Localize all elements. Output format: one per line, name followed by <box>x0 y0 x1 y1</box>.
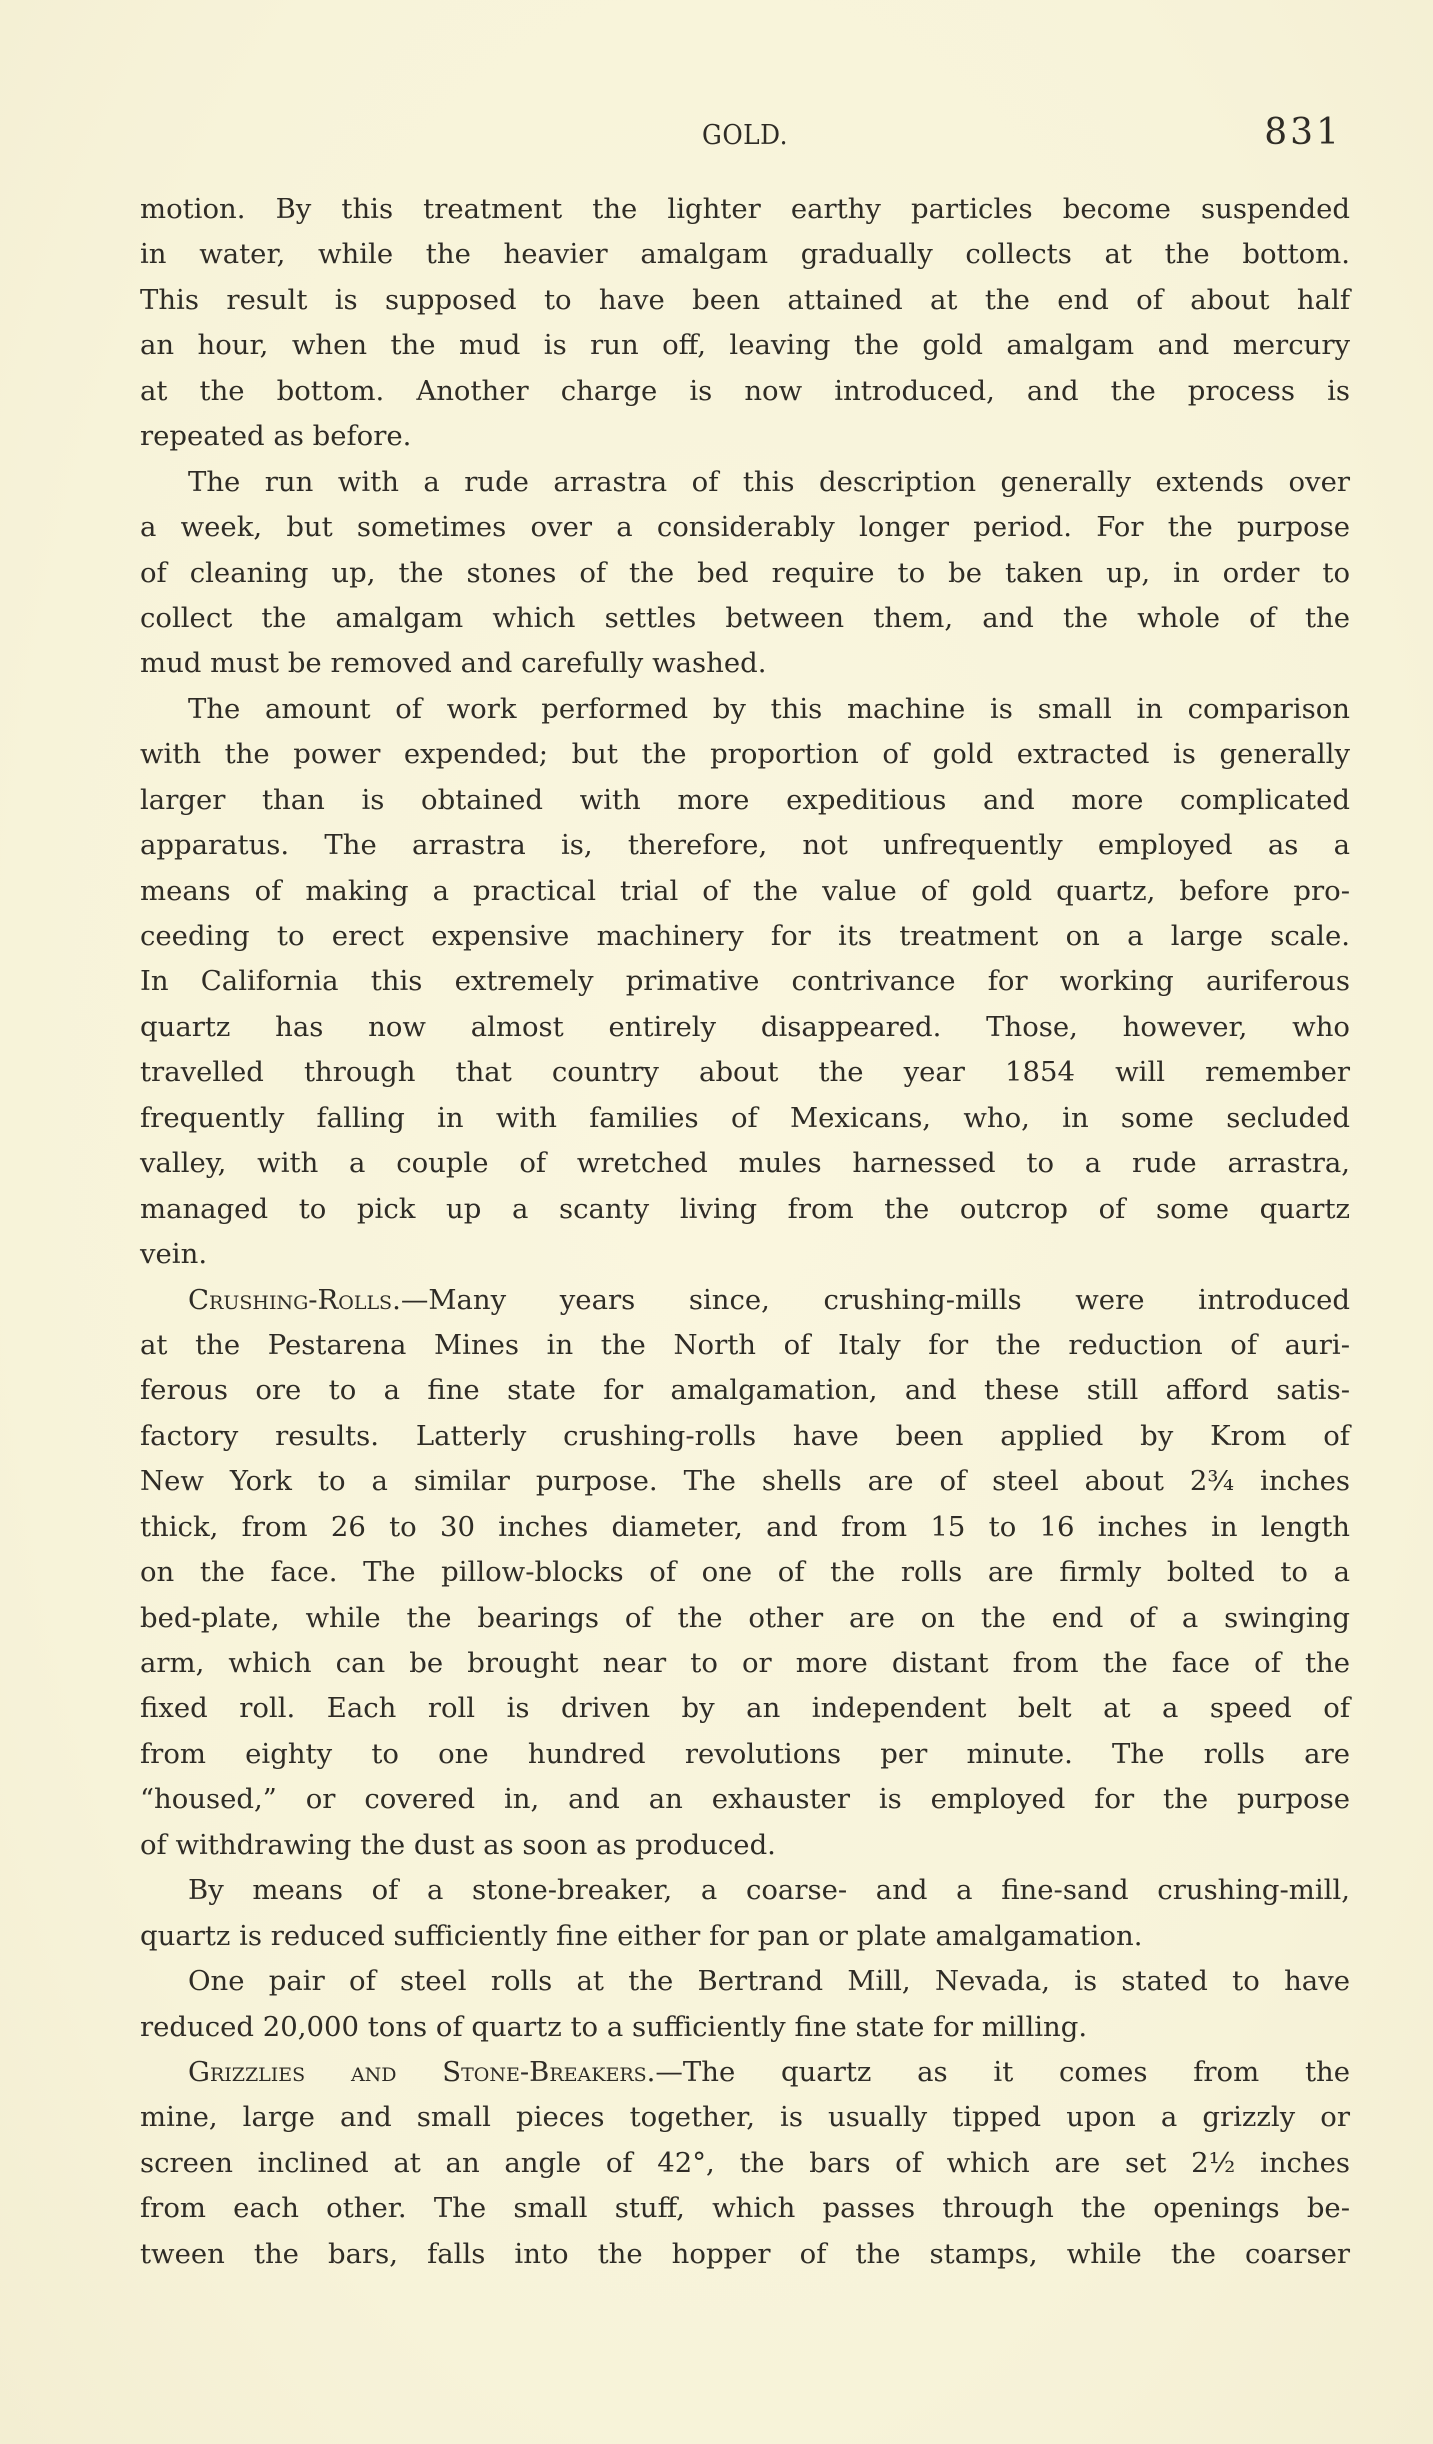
text-line: repeated as before. <box>140 420 412 453</box>
text-line: of withdrawing the dust as soon as produced. <box>140 1828 776 1861</box>
text-line: mud must be removed and carefully washed. <box>140 647 767 680</box>
text-line: bed-plate, while the bearings of the other are on the end of a swinging <box>140 1601 1350 1634</box>
text-line: motion. By this treatment the lighter earthy particles become suspended <box>140 193 1350 225</box>
text-line: managed to pick up a scanty living from the outcrop of some quartz <box>140 1192 1350 1225</box>
text-line: The run with a rude arrastra of this description generally extends over <box>188 465 1350 498</box>
text-line: fixed roll. Each roll is driven by an independent belt at a speed of <box>140 1692 1350 1725</box>
running-head <box>140 112 1350 162</box>
page-number: 831 <box>1264 112 1342 153</box>
text-line: at the bottom. Another charge is now introduced, and the process is <box>140 374 1350 407</box>
text-line: from each other. The small stuff, which passes through the openings be- <box>140 2192 1350 2225</box>
text-line: quartz is reduced sufficiently fine either for pan or plate amalgamation. <box>140 1919 1143 1952</box>
text-line: ceeding to erect expensive machinery for its treatment on a large scale. <box>140 920 1350 952</box>
section-heading: Grizzlies and Stone-Breakers. <box>188 2055 656 2088</box>
text-line: travelled through that country about the year 1854 will remember <box>140 1056 1350 1089</box>
text-line: on the face. The pillow-blocks of one of the rolls are firmly bolted to a <box>140 1556 1350 1589</box>
text-line: apparatus. The arrastra is, therefore, not unfrequently employed as a <box>140 829 1350 862</box>
text-line: valley, with a couple of wretched mules harnessed to a rude arrastra, <box>140 1147 1350 1180</box>
text-line: vein. <box>140 1238 208 1271</box>
line-text: —The quartz as it comes from the <box>655 2055 1350 2088</box>
body-text <box>140 187 1350 2277</box>
text-line: in water, while the heavier amalgam gradually collects at the bottom. <box>140 238 1350 271</box>
text-line: a week, but sometimes over a considerably longer period. For the purpose <box>140 511 1350 544</box>
text-line: arm, which can be brought near to or more distant from the face of the <box>140 1647 1350 1679</box>
text-line: New York to a similar purpose. The shells are of steel about 2¾ inches <box>140 1465 1350 1498</box>
line-text: —Many years since, crushing-mills were introduced <box>400 1283 1350 1316</box>
text-line: an hour, when the mud is run off, leaving the gold amalgam and mercury <box>140 329 1350 362</box>
text-line: from eighty to one hundred revolutions per minute. The rolls are <box>140 1737 1350 1770</box>
text-line: with the power expended; but the proportion of gold extracted is generally <box>140 738 1350 771</box>
section-heading: Crushing-Rolls. <box>188 1283 401 1316</box>
text-line: By means of a stone-breaker, a coarse- and a fine-sand crushing-mill, <box>188 1874 1350 1907</box>
text-line: means of making a practical trial of the value of gold quartz, before pro- <box>140 874 1350 907</box>
section-heading-line <box>140 2050 1350 2095</box>
running-title: GOLD. <box>702 120 788 151</box>
text-line: tween the bars, falls into the hopper of the stamps, while the coarser <box>140 2237 1350 2270</box>
text-line: thick, from 26 to 30 inches diameter, and from 15 to 16 inches in length <box>140 1510 1350 1543</box>
text-line: of cleaning up, the stones of the bed require to be taken up, in order to <box>140 556 1350 589</box>
text-line: screen inclined at an angle of 42°, the bars of which are set 2½ inches <box>140 2146 1350 2179</box>
text-line: reduced 20,000 tons of quartz to a sufficiently fine state for milling. <box>140 2010 1088 2043</box>
text-line: factory results. Latterly crushing-rolls have been applied by Krom of <box>140 1419 1350 1452</box>
text-line: frequently falling in with families of Mexicans, who, in some secluded <box>140 1101 1350 1134</box>
text-line: The amount of work performed by this machine is small in comparison <box>188 692 1350 725</box>
text-line: ferous ore to a fine state for amalgamation, and these still afford satis- <box>140 1374 1350 1407</box>
text-line: One pair of steel rolls at the Bertrand Mill, Nevada, is stated to have <box>188 1965 1350 1998</box>
section-heading-line <box>140 1278 1350 1323</box>
text-line: This result is supposed to have been attained at the end of about half <box>140 283 1350 316</box>
text-line: In California this extremely primative contrivance for working auriferous <box>140 965 1350 998</box>
text-line: mine, large and small pieces together, is usually tipped upon a grizzly or <box>140 2101 1350 2134</box>
text-line: at the Pestarena Mines in the North of Italy for the reduction of auri- <box>140 1328 1350 1361</box>
text-line: larger than is obtained with more expeditious and more complicated <box>140 783 1350 816</box>
text-line: quartz has now almost entirely disappeared. Those, however, who <box>140 1010 1350 1043</box>
text-line: “housed,” or covered in, and an exhauster is employed for the purpose <box>140 1783 1350 1816</box>
text-line: collect the amalgam which settles between them, and the whole of the <box>140 601 1350 634</box>
